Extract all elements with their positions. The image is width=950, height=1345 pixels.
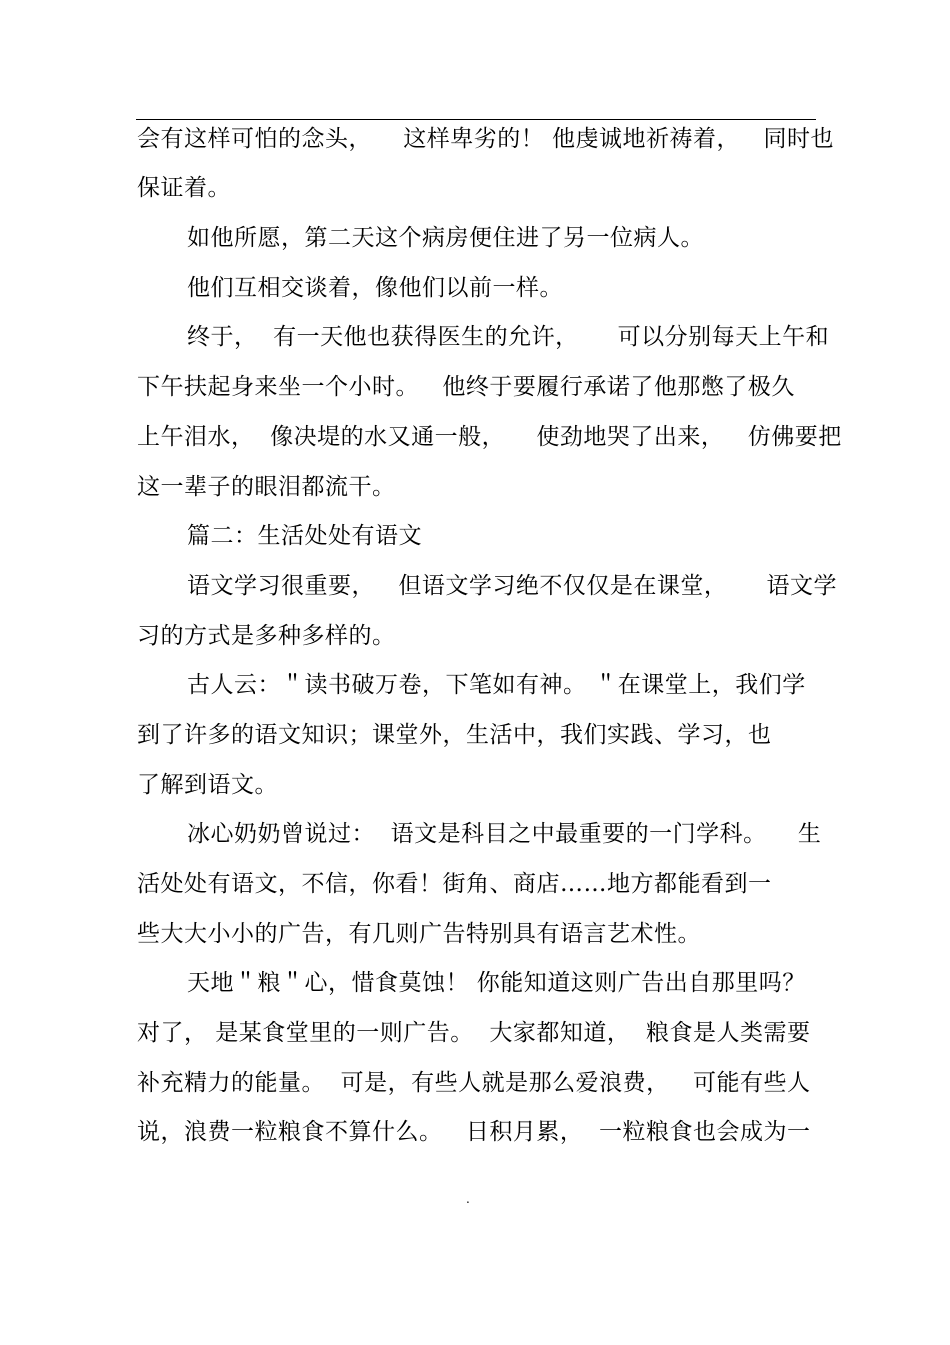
header-rule: [136, 119, 816, 120]
text-line: 终于， 有一天他也获得医生的允许， 可以分别每天上午和: [187, 324, 830, 350]
section-heading: 篇二：生活处处有语文: [187, 523, 422, 549]
text-line: 到了许多的语文知识；课堂外，生活中，我们实践、学习，也: [137, 722, 772, 748]
text-line: 这一辈子的眼泪都流干。: [137, 474, 396, 500]
text-line: 活处处有语文，不信，你看！街角、商店……地方都能看到一: [137, 871, 772, 897]
text-line: 保证着。: [137, 175, 231, 201]
text-line: 如他所愿，第二天这个病房便住进了另一位病人。: [187, 225, 704, 251]
text-line: 些大大小小的广告，有几则广告特别具有语言艺术性。: [137, 921, 701, 947]
text-line: 上午泪水， 像决堤的水又通一般， 使劲地哭了出来， 仿佛要把: [137, 424, 842, 450]
text-line: 对了， 是某食堂里的一则广告。 大家都知道， 粮食是人类需要: [137, 1020, 811, 1046]
text-line: 语文学习很重要， 但语文学习绝不仅仅是在课堂， 语文学: [187, 573, 837, 599]
text-line: 他们互相交谈着，像他们以前一样。: [187, 275, 563, 301]
page-footer-mark: .: [466, 1192, 470, 1206]
text-line: 补充精力的能量。 可是，有些人就是那么爱浪费， 可能有些人: [137, 1070, 811, 1096]
text-line: 了解到语文。: [137, 772, 278, 798]
text-line: 古人云：＂读书破万卷，下笔如有神。 ＂在课堂上，我们学: [187, 672, 806, 698]
text-line: 会有这样可怕的念头， 这样卑劣的！ 他虔诚地祈祷着， 同时也: [137, 126, 834, 152]
text-line: 天地＂粮＂心，惜食莫蚀！ 你能知道这则广告出自那里吗？: [187, 970, 806, 996]
text-line: 说，浪费一粒粮食不算什么。 日积月累， 一粒粮食也会成为一: [137, 1119, 811, 1145]
text-line: 习的方式是多种多样的。: [137, 623, 396, 649]
text-line: 下午扶起身来坐一个小时。 他终于要履行承诺了他那憋了极久: [137, 374, 795, 400]
text-line: 冰心奶奶曾说过： 语文是科目之中最重要的一门学科。 生: [187, 821, 822, 847]
